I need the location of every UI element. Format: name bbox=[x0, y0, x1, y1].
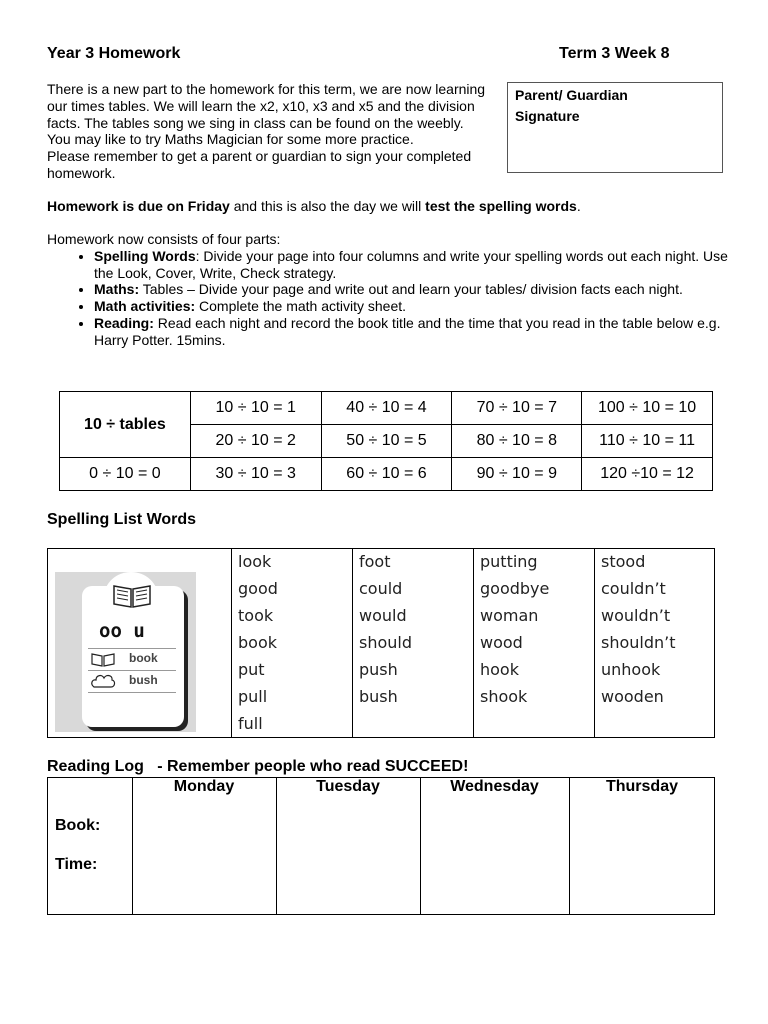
spelling-heading: Spelling List Words bbox=[47, 511, 197, 528]
spelling-word: couldn’t bbox=[601, 579, 666, 598]
time-label: Time: bbox=[55, 856, 98, 873]
spelling-list-box bbox=[47, 548, 715, 738]
spelling-column-4 bbox=[594, 549, 715, 737]
spelling-word: stood bbox=[601, 552, 646, 571]
spelling-word: woman bbox=[480, 606, 539, 625]
parts-intro: Homework now consists of four parts: bbox=[47, 231, 281, 247]
spelling-word: full bbox=[238, 714, 263, 733]
day-header-monday: Monday bbox=[173, 778, 235, 795]
signature-label-1: Parent/ Guardian bbox=[515, 87, 628, 103]
table-cell: 30 ÷ 10 = 3 bbox=[190, 458, 321, 491]
signature-label-2: Signature bbox=[515, 108, 580, 124]
column-divider bbox=[276, 778, 277, 914]
part-label: Math activities: bbox=[94, 298, 196, 315]
list-item bbox=[94, 248, 737, 282]
table-cell: 0 ÷ 10 = 0 bbox=[60, 458, 191, 491]
spelling-word: good bbox=[238, 579, 278, 598]
spelling-word: pull bbox=[238, 687, 268, 706]
spelling-column-2 bbox=[352, 549, 474, 737]
signature-reminder: Please remember to get a parent or guardian to sign your completed homework. bbox=[47, 148, 472, 181]
spelling-word: book bbox=[238, 633, 277, 652]
parts-list bbox=[47, 248, 737, 349]
part-text: : Divide your page into four columns and write your spelling words out each night. Use the Look, Cover, Write, Check strategy. bbox=[94, 247, 728, 281]
part-text: Read each night and record the book title and the time that you read in the table below e.g. Harry Potter. 15mins. bbox=[94, 314, 721, 348]
table-title: 10 ÷ tables bbox=[60, 392, 191, 458]
part-label: Spelling Words bbox=[94, 247, 196, 264]
spelling-word: took bbox=[238, 606, 274, 625]
table-cell: 120 ÷10 = 12 bbox=[582, 458, 713, 491]
day-header-thursday: Thursday bbox=[605, 778, 678, 795]
book-label: Book: bbox=[55, 817, 101, 834]
column-divider bbox=[132, 778, 133, 914]
part-label: Reading: bbox=[94, 314, 154, 331]
bush-icon bbox=[90, 672, 116, 690]
spelling-word: push bbox=[359, 660, 398, 679]
day-header-wednesday: Wednesday bbox=[450, 778, 539, 795]
part-text: Complete the math activity sheet. bbox=[195, 298, 407, 315]
spelling-word: foot bbox=[359, 552, 391, 571]
table-cell: 110 ÷ 10 = 11 bbox=[582, 425, 713, 458]
table-cell: 10 ÷ 10 = 1 bbox=[190, 392, 321, 425]
phonics-illustration bbox=[55, 572, 196, 732]
signature-box[interactable] bbox=[507, 82, 723, 173]
due-bold: Homework is due on Friday bbox=[47, 198, 230, 214]
column-divider bbox=[569, 778, 570, 914]
spelling-column-3 bbox=[473, 549, 595, 737]
due-bold-2: test the spelling words bbox=[425, 198, 577, 214]
reading-log-heading: Reading Log - Remember people who read SUCCEED! bbox=[47, 758, 469, 775]
due-date-line bbox=[47, 198, 747, 215]
part-text: Tables – Divide your page and write out and learn your tables/ division facts each night. bbox=[139, 281, 683, 298]
homework-parts bbox=[47, 231, 737, 349]
example-word-1: book bbox=[129, 651, 158, 665]
open-book-icon bbox=[111, 580, 153, 610]
spelling-word: should bbox=[359, 633, 413, 652]
table-cell: 100 ÷ 10 = 10 bbox=[582, 392, 713, 425]
spelling-word: wouldn’t bbox=[601, 606, 671, 625]
due-mid: and this is also the day we will bbox=[229, 198, 426, 214]
reading-log-table bbox=[47, 777, 715, 915]
table-cell: 70 ÷ 10 = 7 bbox=[452, 392, 582, 425]
divider bbox=[88, 648, 176, 649]
due-end: . bbox=[576, 198, 581, 214]
page-title: Year 3 Homework bbox=[47, 45, 181, 62]
day-header-tuesday: Tuesday bbox=[316, 778, 380, 795]
spelling-word: wooden bbox=[601, 687, 664, 706]
table-cell: 90 ÷ 10 = 9 bbox=[452, 458, 582, 491]
spelling-column-1 bbox=[231, 549, 353, 737]
spelling-word: goodbye bbox=[480, 579, 550, 598]
intro-text bbox=[47, 81, 487, 182]
part-label: Maths: bbox=[94, 281, 140, 298]
term-week-label: Term 3 Week 8 bbox=[559, 45, 670, 62]
table-cell: 20 ÷ 10 = 2 bbox=[190, 425, 321, 458]
spelling-word: putting bbox=[480, 552, 538, 571]
spelling-word: bush bbox=[359, 687, 398, 706]
division-table bbox=[59, 391, 713, 491]
table-cell: 60 ÷ 10 = 6 bbox=[321, 458, 452, 491]
intro-paragraph: There is a new part to the homework for this term, we are now learning our times tables. We will learn the x2, x10, x3 and x5 and the division facts. The tables song we sing in class can be found on the weebly. You may like to try Maths Magician for some more practice. bbox=[47, 81, 486, 148]
spelling-word: would bbox=[359, 606, 407, 625]
spelling-word: wood bbox=[480, 633, 523, 652]
list-item bbox=[94, 281, 737, 298]
column-divider bbox=[420, 778, 421, 914]
table-cell: 40 ÷ 10 = 4 bbox=[321, 392, 452, 425]
divider bbox=[88, 692, 176, 693]
spelling-word: hook bbox=[480, 660, 519, 679]
sound-label: oo u bbox=[99, 620, 145, 642]
spelling-word: look bbox=[238, 552, 272, 571]
spelling-word: unhook bbox=[601, 660, 661, 679]
table-cell: 80 ÷ 10 = 8 bbox=[452, 425, 582, 458]
example-word-2: bush bbox=[129, 673, 158, 687]
spelling-word: shouldn’t bbox=[601, 633, 676, 652]
list-item bbox=[94, 315, 737, 349]
list-item bbox=[94, 298, 737, 315]
table-cell: 50 ÷ 10 = 5 bbox=[321, 425, 452, 458]
spelling-word: shook bbox=[480, 687, 528, 706]
divider bbox=[88, 670, 176, 671]
spelling-word: put bbox=[238, 660, 265, 679]
spelling-word: could bbox=[359, 579, 403, 598]
book-icon bbox=[90, 650, 116, 668]
